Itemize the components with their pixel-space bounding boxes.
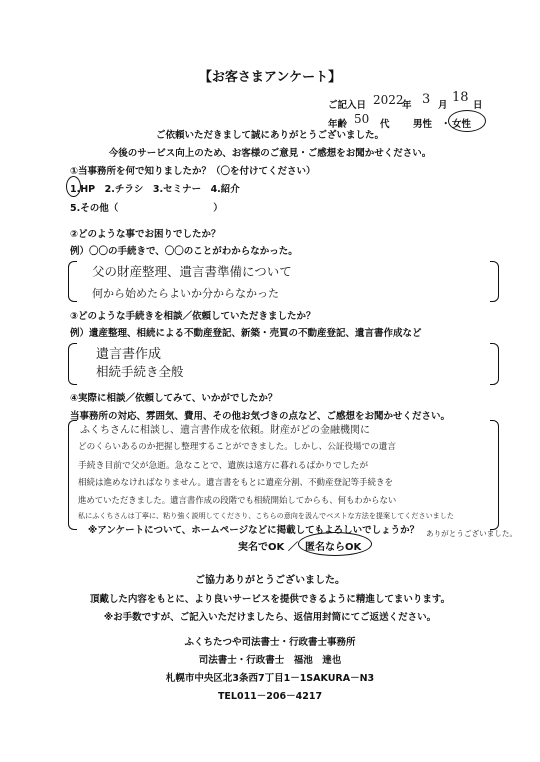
q4-answer-line-1: ふくちさんに相談し、遺言書作成を依頼。財産がどの金融機関に <box>80 425 370 436</box>
q4-answer-line-4: 相続は進めなければなりません。遺言書をもとに遺産分割、不動産登記等手続きを <box>78 478 394 488</box>
q1-question: ①当事務所を何で知りましたか？（〇を付けてください） <box>70 166 316 177</box>
office-address: 札幌市中央区北3条西7丁目1－1SAKURA－N3 <box>165 673 375 684</box>
date-month-unit: 月 <box>438 100 448 111</box>
q3-answer-line-1: 遺言書作成 <box>96 347 162 362</box>
consent-anonymous: 匿名ならOK <box>305 542 362 553</box>
date-day-unit: 日 <box>473 100 483 111</box>
q3-question: ③どのような手続きを相談／依頼していただきましたか？ <box>70 311 316 322</box>
age-unit: 代 <box>380 119 390 130</box>
gender-male: 男性 <box>413 119 433 130</box>
notice-line-2: ※お手数ですが、ご記入いただけましたら、返信用封筒にてご返送ください。 <box>103 612 437 623</box>
q2-question: ②どのような事でお困りでしたか？ <box>70 229 221 240</box>
age-label: 年齢 <box>328 119 348 130</box>
gender-female: 女性 <box>452 119 472 130</box>
q3-answer-line-2: 相続手続き全般 <box>96 364 184 379</box>
q2-example: 例）〇〇の手続きで、〇〇のことがわからなかった。 <box>70 246 298 257</box>
date-year: 2022 <box>373 93 404 107</box>
office-tel: TEL011－206－4217 <box>217 691 323 702</box>
q4-answer-line-6: 私にふくちさんは丁寧に、粘り強く説明してくださり、こちらの意向を汲んでベストな方法を提案してくださいました <box>78 511 454 520</box>
consent-real-name: 実名でOK <box>238 542 285 553</box>
q3-answer-bracket-left <box>68 343 77 385</box>
date-label: ご記入日 <box>328 100 367 111</box>
greeting-line-2: 今後のサービス向上のため、お客様のご意見・ご感想をお聞かせください。 <box>108 148 432 159</box>
age-value: 50 <box>354 112 370 126</box>
date-month: 3 <box>422 92 431 107</box>
gender-separator: ・ <box>441 119 451 130</box>
q4-answer-bracket-right <box>490 420 499 530</box>
consent-separator: ／ <box>288 542 298 553</box>
q4-answer-line-7: ありがとうございました。 <box>426 529 518 538</box>
q4-answer-bracket-left <box>68 420 77 530</box>
q1-options: 1.HP 2.チラシ 3.セミナー 4.紹介 <box>70 184 240 195</box>
thanks-line: ご協力ありがとうございました。 <box>195 575 345 586</box>
q2-answer-line-2: 何から始めたらよいか分からなかった <box>92 287 279 300</box>
notice-line-1: 頂戴した内容をもとに、より良いサービスを提供できるように精進してまいります。 <box>89 594 451 605</box>
office-name: ふくちたつや司法書士・行政書士事務所 <box>184 637 356 648</box>
q4-question: ④実際に相談／依頼してみて、いかがでしたか？ <box>70 393 278 404</box>
consent-anonymous-circle <box>298 532 372 556</box>
consent-question: ※アンケートについて、ホームページなどに掲載してもよろしいでしょうか？ <box>88 525 420 536</box>
date-day: 18 <box>452 90 469 105</box>
q4-prompt: 当事務所の対応、雰囲気、費用、その他お気づきの点など、ご感想をお聞かせください。 <box>70 411 451 422</box>
q1-other: 5.その他（ ） <box>70 203 223 214</box>
office-representative: 司法書士・行政書士 福池 達也 <box>198 655 342 666</box>
q3-answer-bracket-right <box>490 343 499 385</box>
q4-answer-line-5: 進めていただきました。遺言書作成の段階でも相続開始してからも、何もわからない <box>78 495 397 505</box>
q2-answer-bracket-right <box>490 261 499 302</box>
q3-example: 例）遺産整理、相続による不動産登記、新築・売買の不動産登記、遺言書作成など <box>70 328 422 339</box>
date-year-unit: 年 <box>402 100 412 111</box>
q4-answer-line-3: 手続き目前で父が急逝。急なことで、遺族は遠方に暮れるばかりでしたが <box>78 461 369 471</box>
q1-hp-circle <box>66 176 81 197</box>
survey-title: 【お客さまアンケート】 <box>198 70 342 85</box>
q2-answer-line-1: 父の財産整理、遺言書準備について <box>92 264 292 279</box>
greeting-line-1: ご依頼いただきまして誠にありがとうございました。 <box>155 130 384 141</box>
q2-answer-bracket-left <box>68 261 77 302</box>
q4-answer-line-2: どのくらいあるのか把握し整理することができました。しかし、公証役場での遺言 <box>78 442 396 452</box>
